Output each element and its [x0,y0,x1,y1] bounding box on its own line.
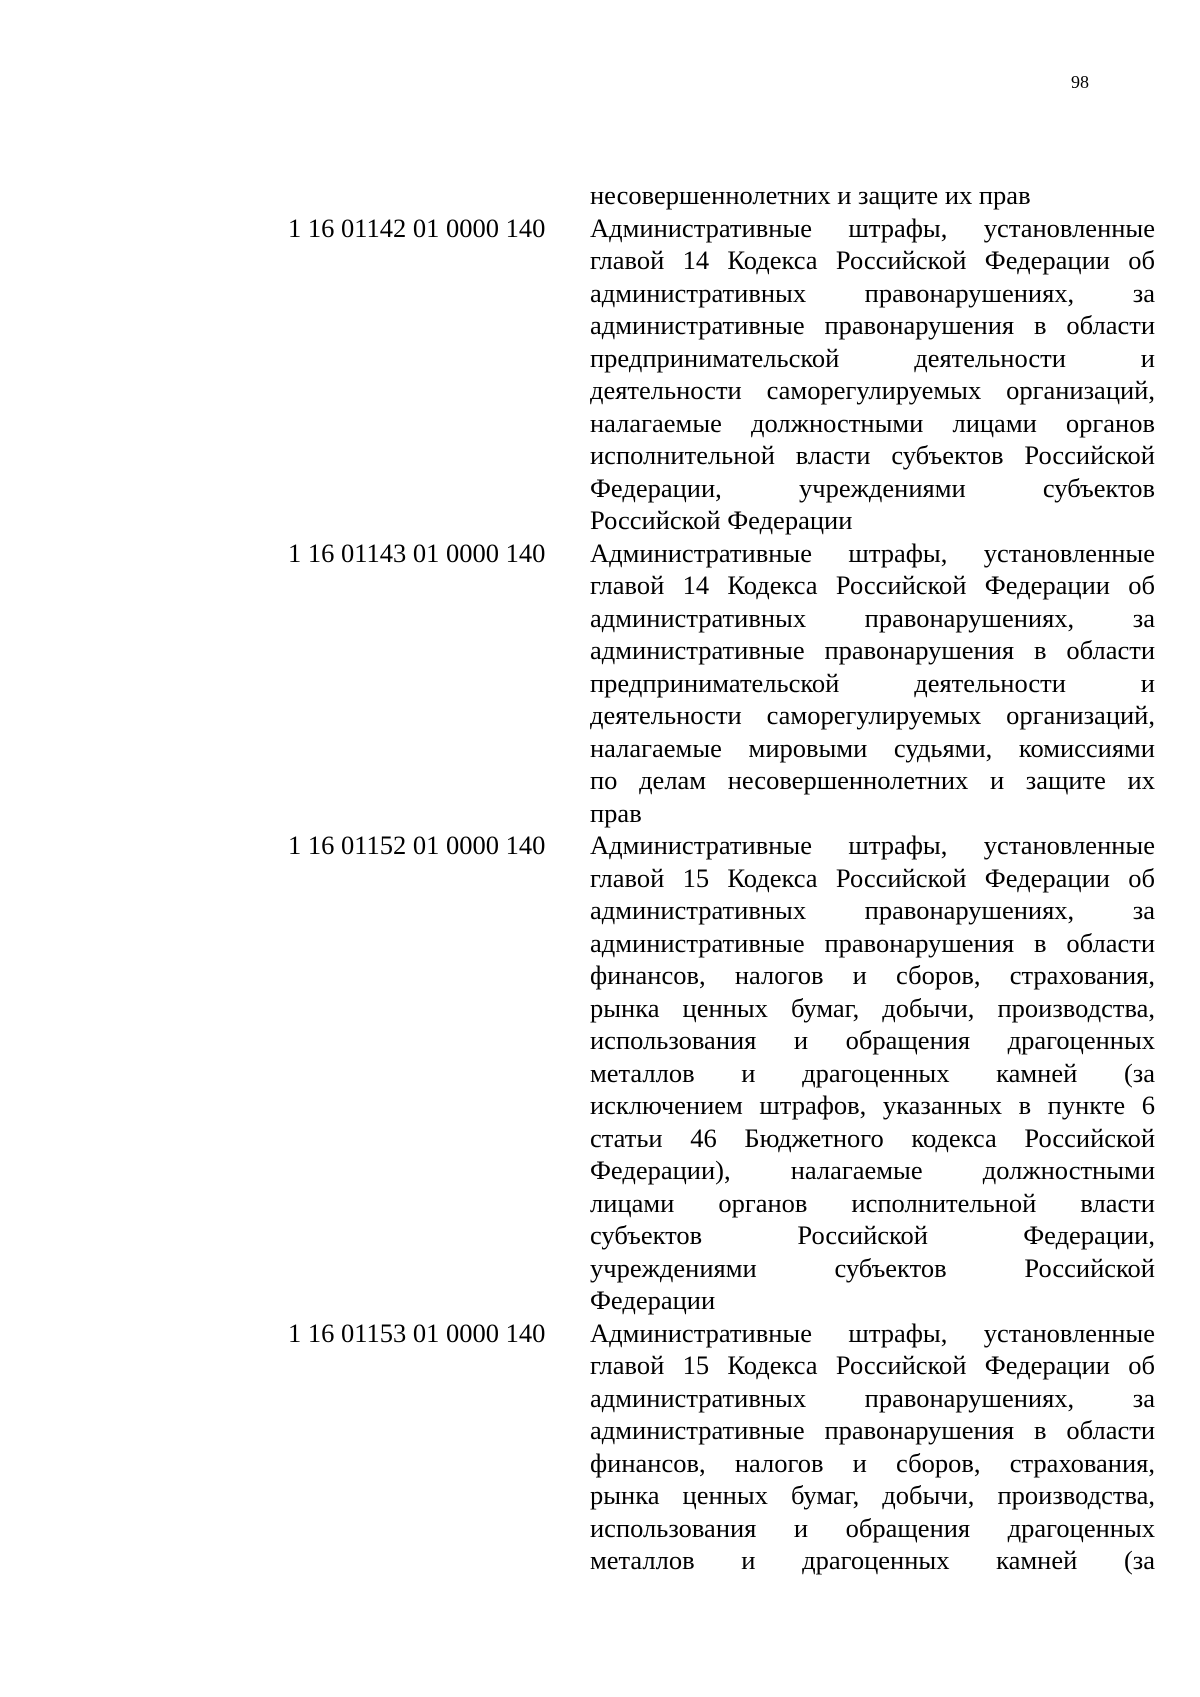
description-line: административные правонарушения в области [590,1415,1155,1445]
table-row [0,1317,1200,1577]
description-line: исключением штрафов, указанных в пункте 6 [590,1090,1155,1120]
budget-classification-code: 1 16 01152 01 0000 140 [288,830,546,860]
budget-classification-code: 1 16 01153 01 0000 140 [288,1317,546,1348]
budget-classification-code: 1 16 01142 01 0000 140 [288,212,546,243]
description-line: Административные штрафы, установленные [590,212,1155,243]
description-line: Российской Федерации [590,505,853,535]
table-row [0,179,1200,212]
description-line: главой 14 Кодекса Российской Федерации об [590,570,1155,600]
description-line: административных правонарушениях, за [590,277,1155,308]
description-line: Административные штрафы, установленные [590,537,1155,568]
description-line: Административные штрафы, установленные [590,830,1155,860]
description-line: налагаемые мировыми судьями, комиссиями [590,732,1155,763]
budget-code-table [0,179,1200,1577]
description-line: металлов и драгоценных камней (за [590,1545,1155,1575]
description-line: Федерации), налагаемые должностными [590,1155,1155,1185]
description-line: административные правонарушения в области [590,927,1155,958]
description-line: рынка ценных бумаг, добычи, производства, [590,992,1155,1023]
description-line: главой 14 Кодекса Российской Федерации об [590,245,1155,275]
description-line: деятельности саморегулируемых организаций, [590,375,1155,405]
description-line: деятельности саморегулируемых организаций, [590,700,1155,730]
revenue-description [590,537,1155,830]
description-line: главой 15 Кодекса Российской Федерации об [590,862,1155,893]
description-line: административных правонарушениях, за [590,1382,1155,1413]
description-line: субъектов Российской Федерации, [590,1220,1155,1250]
table-row [0,537,1200,830]
description-line: использования и обращения драгоценных [590,1512,1155,1543]
description-line: прав [590,797,642,828]
description-line: административные правонарушения в области [590,635,1155,665]
revenue-description [590,829,1155,1317]
description-line: Административные штрафы, установленные [590,1317,1155,1348]
description-line: предпринимательской деятельности и [590,667,1155,698]
description-line: несовершеннолетних и защите их прав [590,180,1031,210]
description-line: лицами органов исполнительной власти [590,1187,1155,1218]
revenue-description [590,212,1155,537]
budget-classification-code: 1 16 01143 01 0000 140 [288,537,546,568]
description-line: рынка ценных бумаг, добычи, производства, [590,1480,1155,1510]
revenue-description [590,1317,1155,1577]
description-line: главой 15 Кодекса Российской Федерации об [590,1350,1155,1380]
description-line: Федерации, учреждениями субъектов [590,472,1155,503]
description-line: статьи 46 Бюджетного кодекса Российской [590,1122,1155,1153]
page-number: 98 [1071,72,1089,92]
description-line: использования и обращения драгоценных [590,1025,1155,1055]
description-line: административных правонарушениях, за [590,602,1155,633]
description-line: учреждениями субъектов Российской [590,1252,1155,1283]
table-row [0,829,1200,1317]
description-line: налагаемые должностными лицами органов [590,407,1155,438]
revenue-description [590,179,1155,212]
description-line: металлов и драгоценных камней (за [590,1057,1155,1088]
description-line: исполнительной власти субъектов Российской [590,440,1155,470]
description-line: Федерации [590,1285,716,1315]
description-line: административных правонарушениях, за [590,895,1155,925]
table-row [0,212,1200,537]
description-line: предпринимательской деятельности и [590,342,1155,373]
description-line: финансов, налогов и сборов, страхования, [590,1447,1155,1478]
description-line: административные правонарушения в области [590,310,1155,340]
description-line: финансов, налогов и сборов, страхования, [590,960,1155,990]
description-line: по делам несовершеннолетних и защите их [590,765,1155,795]
